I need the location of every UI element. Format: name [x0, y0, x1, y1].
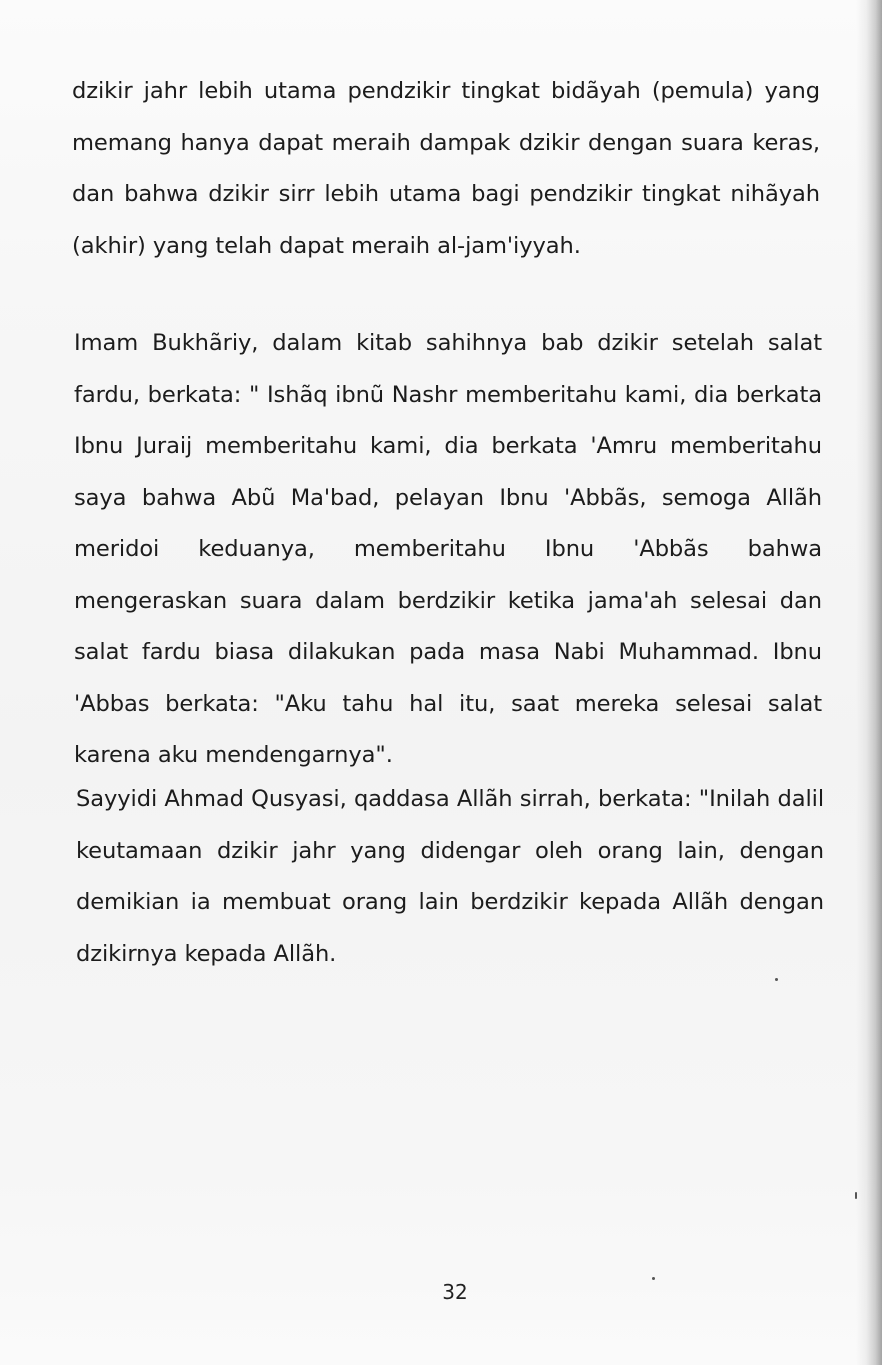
paragraph-2: Imam Bukhãriy, dalam kitab sahihnya bab dzikir setelah salat fardu, berkata: " Ishãq ibnũ Nashr memberitahu kami, dia berkata Ibnu Juraij memberitahu kami, dia berkata 'Amru memberitahu saya bahwa Abũ Ma'bad, pelayan Ibnu 'Abbãs, semoga Allãh meridoi keduanya, memberitahu Ibnu 'Abbãs bahwa mengeraskan suara dalam berdzikir ketika jama'ah selesai dan salat fardu biasa dilakukan pada masa Nabi Muhammad. Ibnu 'Abbas berkata: "Aku tahu hal itu, saat mereka selesai salat karena aku mendengarnya". [74, 330, 822, 768]
scan-speck [652, 1277, 655, 1280]
paragraph-1-block [72, 66, 820, 272]
scan-speck [775, 978, 778, 981]
paragraph-1: dzikir jahr lebih utama pendzikir tingkat bidãyah (pemula) yang memang hanya dapat meraih dampak dzikir dengan suara keras, dan bahwa dzikir sirr lebih utama bagi pendzikir tingkat nihãyah (akhir) yang telah dapat meraih al-jam'iyyah. [72, 78, 820, 259]
paragraph-3: Sayyidi Ahmad Qusyasi, qaddasa Allãh sirrah, berkata: "Inilah dalil keutamaan dzikir jahr yang didengar oleh orang lain, dengan demikian ia membuat orang lain berdzikir kepada Allãh dengan dzikirnya kepada Allãh. [76, 786, 824, 967]
page-edge-shadow [856, 0, 882, 1365]
page-number: 32 [442, 1280, 468, 1304]
paragraph-2-block [74, 318, 822, 782]
scan-speck [855, 1192, 857, 1199]
paragraph-3-block [76, 774, 824, 980]
